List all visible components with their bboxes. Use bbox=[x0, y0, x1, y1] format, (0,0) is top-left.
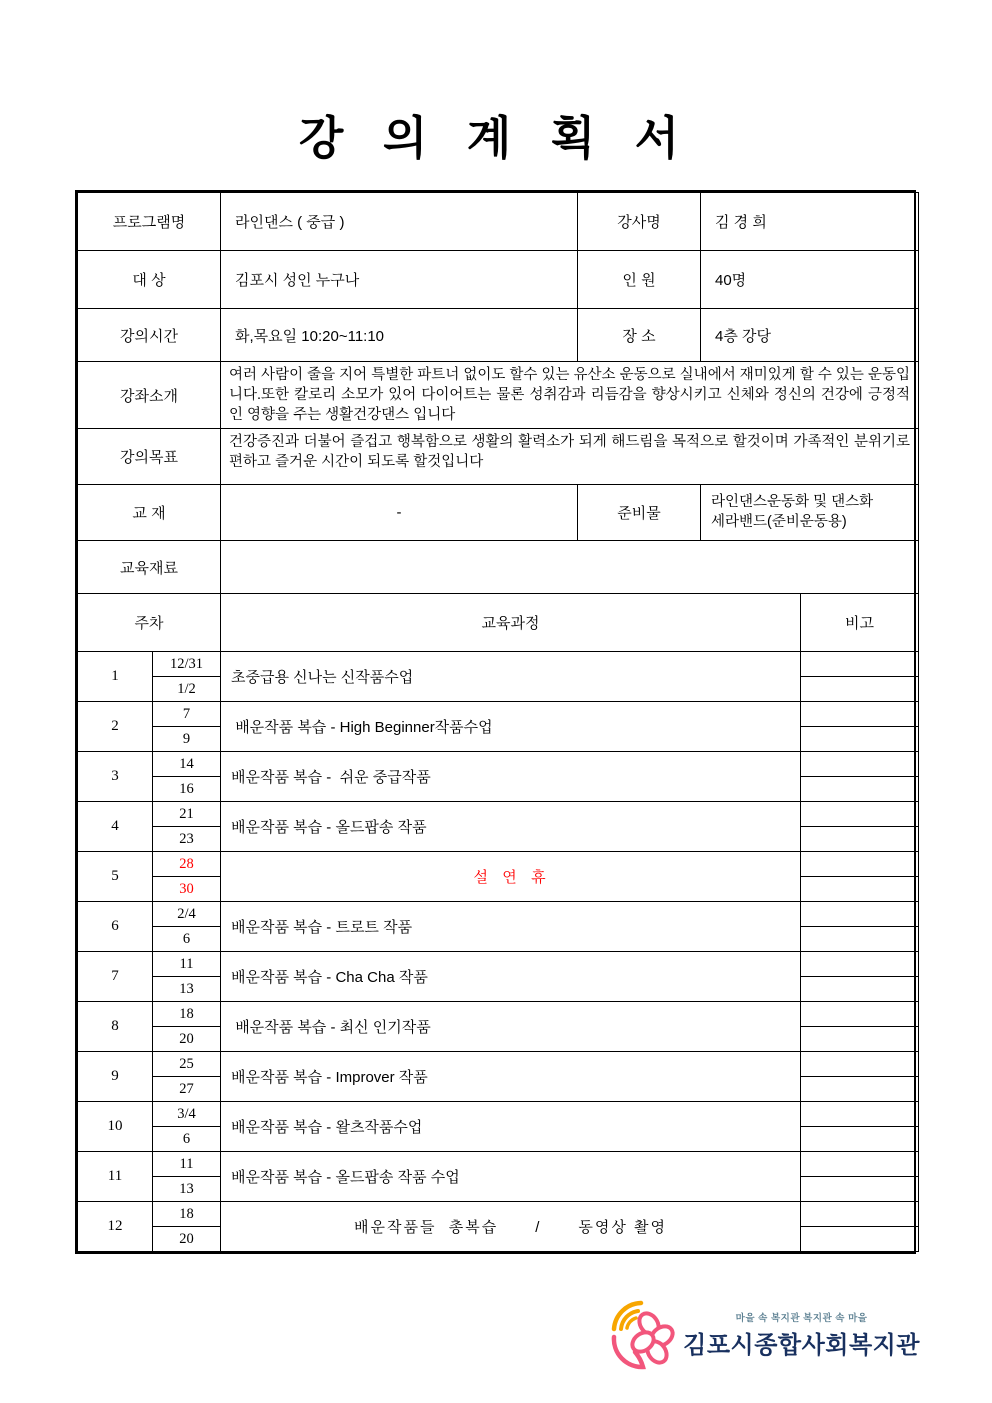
note-cell-2 bbox=[801, 977, 919, 1002]
session-date-2: 20 bbox=[153, 1027, 221, 1052]
week-row bbox=[78, 702, 919, 727]
week-row bbox=[78, 902, 919, 927]
note-cell-2 bbox=[801, 1077, 919, 1102]
session-date-1: 11 bbox=[153, 1152, 221, 1177]
course-description: 배운작품 복습 - 왈츠작품수업 bbox=[221, 1102, 801, 1152]
session-date-1: 25 bbox=[153, 1052, 221, 1077]
supplies-label: 준비물 bbox=[578, 485, 701, 541]
instructor-label: 강사명 bbox=[578, 193, 701, 251]
note-cell-2 bbox=[801, 777, 919, 802]
session-date-2: 13 bbox=[153, 1177, 221, 1202]
note-cell-2 bbox=[801, 1027, 919, 1052]
note-cell-2 bbox=[801, 1177, 919, 1202]
week-number: 5 bbox=[78, 852, 153, 902]
week-row bbox=[78, 652, 919, 677]
session-date-2: 13 bbox=[153, 977, 221, 1002]
target-label: 대 상 bbox=[78, 251, 221, 309]
note-cell-1 bbox=[801, 752, 919, 777]
lecture-plan-table bbox=[75, 190, 916, 1254]
session-date-1: 28 bbox=[153, 852, 221, 877]
course-description: 배운작품 복습 - Improver 작품 bbox=[221, 1052, 801, 1102]
row-textbook bbox=[78, 485, 919, 541]
note-cell-1 bbox=[801, 1152, 919, 1177]
note-cell-2 bbox=[801, 677, 919, 702]
row-goal bbox=[78, 429, 919, 485]
note-cell-1 bbox=[801, 852, 919, 877]
note-cell-1 bbox=[801, 1052, 919, 1077]
session-date-1: 7 bbox=[153, 702, 221, 727]
course-description: 초중급용 신나는 신작품수업 bbox=[221, 652, 801, 702]
place-label: 장 소 bbox=[578, 309, 701, 362]
note-cell-2 bbox=[801, 877, 919, 902]
note-cell-1 bbox=[801, 652, 919, 677]
week-row bbox=[78, 1202, 919, 1227]
instructor-value: 김 경 희 bbox=[701, 193, 919, 251]
session-date-1: 3/4 bbox=[153, 1102, 221, 1127]
note-cell-1 bbox=[801, 1002, 919, 1027]
week-row bbox=[78, 1152, 919, 1177]
note-cell-2 bbox=[801, 1227, 919, 1252]
session-date-1: 18 bbox=[153, 1202, 221, 1227]
note-cell-1 bbox=[801, 1202, 919, 1227]
capacity-label: 인 원 bbox=[578, 251, 701, 309]
program-value: 라인댄스 ( 중급 ) bbox=[221, 193, 578, 251]
week-number: 9 bbox=[78, 1052, 153, 1102]
course-description: 배운작품 복습 - 최신 인기작품 bbox=[221, 1002, 801, 1052]
row-target bbox=[78, 251, 919, 309]
course-description: 배운작품 복습 - High Beginner작품수업 bbox=[221, 702, 801, 752]
intro-value: 여러 사람이 줄을 지어 특별한 파트너 없이도 할수 있는 유산소 운동으로 실내에서 재미있게 할 수 있는 운동입니다.또한 칼로리 소모가 있어 다이어트는 물론 성취감과 리듬감을 향상시키고 신체와 정신의 건강에 긍정적인 영향을 주는 생활건강댄스 입니다 bbox=[221, 362, 919, 429]
week-number: 3 bbox=[78, 752, 153, 802]
week-row bbox=[78, 802, 919, 827]
week-number: 7 bbox=[78, 952, 153, 1002]
week-number: 2 bbox=[78, 702, 153, 752]
note-cell-2 bbox=[801, 827, 919, 852]
session-date-2: 9 bbox=[153, 727, 221, 752]
course-description: 배운작품들 총복습 / 동영상 촬영 bbox=[221, 1202, 801, 1252]
note-cell-1 bbox=[801, 802, 919, 827]
note-cell-1 bbox=[801, 952, 919, 977]
program-label: 프로그램명 bbox=[78, 193, 221, 251]
week-number: 12 bbox=[78, 1202, 153, 1252]
session-date-2: 6 bbox=[153, 1127, 221, 1152]
session-date-1: 21 bbox=[153, 802, 221, 827]
week-row bbox=[78, 852, 919, 877]
course-description: 배운작품 복습 - 올드팝송 작품 수업 bbox=[221, 1152, 801, 1202]
week-row bbox=[78, 1052, 919, 1077]
row-program bbox=[78, 193, 919, 251]
schedule-header-row bbox=[78, 594, 919, 652]
time-label: 강의시간 bbox=[78, 309, 221, 362]
target-value: 김포시 성인 누구나 bbox=[221, 251, 578, 309]
note-header: 비고 bbox=[801, 594, 919, 652]
course-description: 배운작품 복습 - Cha Cha 작품 bbox=[221, 952, 801, 1002]
week-row bbox=[78, 752, 919, 777]
session-date-1: 11 bbox=[153, 952, 221, 977]
note-cell-1 bbox=[801, 702, 919, 727]
supplies-value bbox=[701, 485, 919, 541]
materials-value bbox=[221, 541, 919, 594]
week-row bbox=[78, 952, 919, 977]
goal-value: 건강증진과 더불어 즐겁고 행복함으로 생활의 활력소가 되게 해드림을 목적으로 할것이며 가족적인 분위기로 편하고 즐거운 시간이 되도록 할것입니다 bbox=[221, 429, 919, 485]
session-date-2: 27 bbox=[153, 1077, 221, 1102]
session-date-1: 2/4 bbox=[153, 902, 221, 927]
textbook-value: - bbox=[221, 485, 578, 541]
materials-label: 교육재료 bbox=[78, 541, 221, 594]
organization-name: 김포시종합사회복지관 bbox=[683, 1332, 920, 1359]
session-date-1: 14 bbox=[153, 752, 221, 777]
session-date-2: 6 bbox=[153, 927, 221, 952]
note-cell-1 bbox=[801, 1102, 919, 1127]
course-description: 설 연 휴 bbox=[221, 852, 801, 902]
session-date-1: 18 bbox=[153, 1002, 221, 1027]
note-cell-2 bbox=[801, 927, 919, 952]
logo-tagline: 마을 속 복지관 복지관 속 마을 bbox=[735, 1313, 868, 1324]
page-title: 강 의 계 획 서 bbox=[298, 113, 694, 164]
course-description: 배운작품 복습 - 트로트 작품 bbox=[221, 902, 801, 952]
intro-label: 강좌소개 bbox=[78, 362, 221, 429]
supplies-line-2: 세라밴드(준비운동용) bbox=[711, 513, 847, 530]
session-date-2: 1/2 bbox=[153, 677, 221, 702]
row-time bbox=[78, 309, 919, 362]
row-materials bbox=[78, 541, 919, 594]
course-description: 배운작품 복습 - 쉬운 중급작품 bbox=[221, 752, 801, 802]
logo-text-block bbox=[683, 1310, 920, 1360]
session-date-2: 30 bbox=[153, 877, 221, 902]
time-value: 화,목요일 10:20~11:10 bbox=[221, 309, 578, 362]
week-row bbox=[78, 1002, 919, 1027]
place-value: 4층 강당 bbox=[701, 309, 919, 362]
info-table bbox=[77, 192, 919, 594]
flower-logo-icon bbox=[605, 1297, 679, 1373]
supplies-line-1: 라인댄스운동화 및 댄스화 bbox=[711, 493, 874, 510]
week-number: 6 bbox=[78, 902, 153, 952]
week-row bbox=[78, 1102, 919, 1127]
row-intro bbox=[78, 362, 919, 429]
course-description: 배운작품 복습 - 올드팝송 작품 bbox=[221, 802, 801, 852]
week-header: 주차 bbox=[78, 594, 221, 652]
course-header: 교육과정 bbox=[221, 594, 801, 652]
week-number: 11 bbox=[78, 1152, 153, 1202]
note-cell-2 bbox=[801, 727, 919, 752]
week-number: 4 bbox=[78, 802, 153, 852]
week-number: 10 bbox=[78, 1102, 153, 1152]
session-date-2: 20 bbox=[153, 1227, 221, 1252]
session-date-2: 16 bbox=[153, 777, 221, 802]
week-number: 1 bbox=[78, 652, 153, 702]
note-cell-2 bbox=[801, 1127, 919, 1152]
schedule-table bbox=[77, 593, 919, 1252]
note-cell-1 bbox=[801, 902, 919, 927]
goal-label: 강의목표 bbox=[78, 429, 221, 485]
session-date-1: 12/31 bbox=[153, 652, 221, 677]
week-number: 8 bbox=[78, 1002, 153, 1052]
textbook-label: 교 재 bbox=[78, 485, 221, 541]
capacity-value: 40명 bbox=[701, 251, 919, 309]
organization-logo bbox=[605, 1297, 920, 1373]
session-date-2: 23 bbox=[153, 827, 221, 852]
